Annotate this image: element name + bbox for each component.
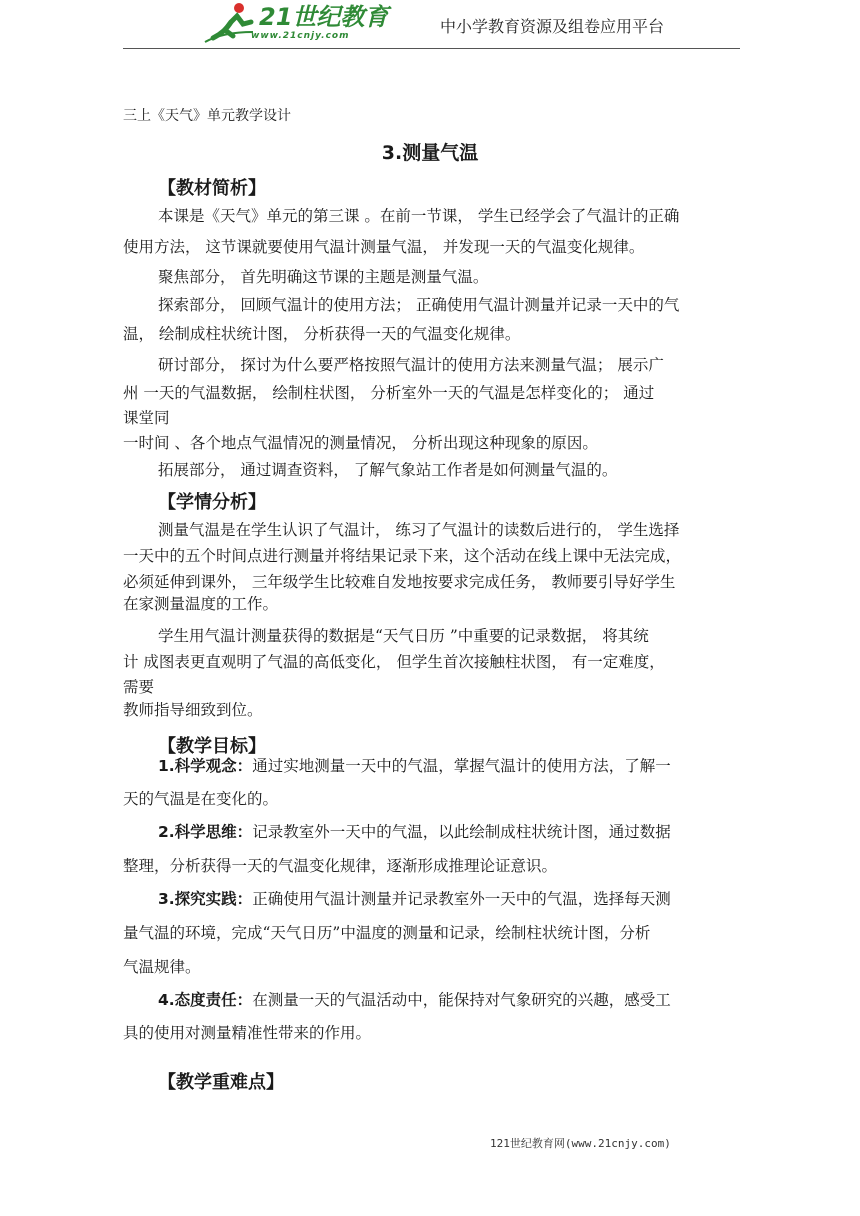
logo	[203, 2, 389, 44]
objective-label: 4.态度责任：	[158, 991, 253, 1009]
paragraph-line: 使用方法， 这节课就要使用气温计测量气温， 并发现一天的气温变化规律。	[123, 238, 645, 256]
paragraph-line: 聚焦部分， 首先明确这节课的主题是测量气温。	[158, 268, 489, 286]
logo-url: www.21cnjy.com	[251, 31, 350, 41]
paragraph-line: 课堂同	[123, 409, 170, 427]
objective-label: 1.科学观念：	[158, 757, 253, 775]
platform-title: 中小学教育资源及组卷应用平台	[440, 17, 665, 36]
objective-text: 通过实地测量一天中的气温，掌握气温计的使用方法，了解一	[252, 757, 671, 775]
paragraph-line: 测量气温是在学生认识了气温计， 练习了气温计的读数后进行的， 学生选择	[158, 521, 680, 539]
paragraph-line: 拓展部分， 通过调查资料， 了解气象站工作者是如何测量气温的。	[158, 461, 618, 479]
paragraph-line: 研讨部分， 探讨为什么要严格按照气温计的使用方法来测量气温； 展示广	[158, 356, 664, 374]
objective-text: 在测量一天的气温活动中，能保持对气象研究的兴趣，感受工	[252, 991, 671, 1009]
objective-text: 记录教室外一天中的气温，以此绘制成柱状统计图，通过数据	[252, 823, 671, 841]
logo-text: 21世纪教育	[259, 3, 389, 31]
page-footer: 121世纪教育网(www.21cnjy.com)	[490, 1137, 671, 1150]
objective-line	[158, 990, 671, 1010]
objective-line: 量气温的环境，完成“天气日历”中温度的测量和记录，绘制柱状统计图，分析	[123, 924, 651, 942]
objective-line: 气温规律。	[123, 958, 201, 976]
objective-label: 3.探究实践：	[158, 890, 253, 908]
page-header	[123, 0, 740, 49]
paragraph-line: 温， 绘制成柱状统计图， 分析获得一天的气温变化规律。	[123, 325, 521, 343]
paragraph-line: 一天中的五个时间点进行测量并将结果记录下来，这个活动在线上课中无法完成，	[123, 547, 682, 565]
paragraph-line: 学生用气温计测量获得的数据是“天气日历 ”中重要的记录数据， 将其统	[158, 627, 649, 645]
paragraph-line: 教师指导细致到位。	[123, 701, 263, 719]
objective-label: 2.科学思维：	[158, 823, 253, 841]
objective-line: 具的使用对测量精准性带来的作用。	[123, 1024, 372, 1042]
section-heading-textbook: 【教材简析】	[158, 178, 266, 199]
paragraph-line: 需要	[123, 678, 155, 696]
objective-text: 正确使用气温计测量并记录教室外一天中的气温，选择每天测	[252, 890, 671, 908]
paragraph-line: 计 成图表更直观明了气温的高低变化， 但学生首次接触柱状图， 有一定难度，	[123, 653, 665, 671]
objective-line	[158, 822, 671, 842]
objective-line	[158, 756, 671, 776]
paragraph-line: 一时间 、各个地点气温情况的测量情况， 分析出现这种现象的原因。	[123, 434, 598, 452]
paragraph-line: 本课是《天气》单元的第三课 。在前一节课， 学生已经学会了气温计的正确	[158, 207, 680, 225]
section-heading-students: 【学情分析】	[158, 492, 266, 513]
objective-line: 整理，分析获得一天的气温变化规律，逐渐形成推理论证意识。	[123, 857, 558, 875]
lesson-title: 3.测量气温	[381, 142, 479, 164]
objective-line: 天的气温是在变化的。	[123, 790, 279, 808]
section-heading-key-points: 【教学重难点】	[158, 1072, 284, 1093]
paragraph-line: 州 一天的气温数据， 绘制柱状图， 分析室外一天的气温是怎样变化的； 通过	[123, 384, 655, 402]
section-heading-objectives: 【教学目标】	[158, 736, 266, 757]
unit-label: 三上《天气》单元教学设计	[123, 108, 291, 124]
paragraph-line: 探索部分， 回顾气温计的使用方法； 正确使用气温计测量并记录一天中的气	[158, 296, 680, 314]
paragraph-line: 必须延伸到课外， 三年级学生比较难自发地按要求完成任务， 教师要引导好学生	[123, 573, 676, 591]
runner-logo-icon	[203, 2, 257, 44]
paragraph-line: 在家测量温度的工作。	[123, 595, 279, 613]
objective-line	[158, 889, 671, 909]
